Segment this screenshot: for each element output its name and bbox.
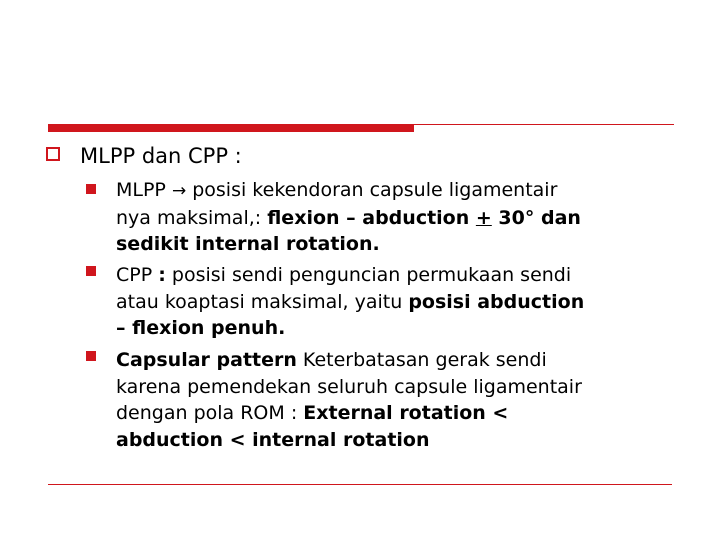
bold-text: 30° dan xyxy=(491,206,581,229)
header-rule-thick xyxy=(48,124,414,132)
square-bullet-icon xyxy=(86,351,96,361)
list-item xyxy=(116,347,706,453)
text: CPP xyxy=(116,264,159,286)
text: posisi kekendoran capsule ligamentair xyxy=(186,179,558,201)
text-line: abduction < internal rotation xyxy=(116,428,430,451)
text-line: karena pemendekan seluruh capsule ligamentair xyxy=(116,375,582,398)
bold-text: posisi abduction xyxy=(408,290,585,313)
bold-text: flexion – abduction xyxy=(267,206,476,229)
text-line xyxy=(116,262,706,289)
list-item xyxy=(116,262,706,342)
hollow-square-bullet-icon xyxy=(46,147,60,161)
header-rule-thin xyxy=(414,124,674,125)
text-line: sedikit internal rotation. xyxy=(116,233,380,255)
arrow-right-icon: → xyxy=(171,181,187,201)
list-item xyxy=(116,177,706,258)
footer-rule xyxy=(48,484,672,485)
text-line xyxy=(116,205,706,232)
text: dengan pola ROM : xyxy=(116,402,304,424)
bold-text: Capsular pattern xyxy=(116,349,297,371)
plus-minus-symbol: + xyxy=(475,206,492,229)
slide-title: MLPP dan CPP : xyxy=(80,144,242,168)
text: posisi sendi penguncian permukaan sendi xyxy=(165,264,572,286)
text: nya maksimal,: xyxy=(116,206,268,229)
square-bullet-icon xyxy=(86,266,96,276)
text-line xyxy=(116,400,706,427)
text-line xyxy=(116,177,706,205)
text-line xyxy=(116,289,706,316)
text-line xyxy=(116,347,706,374)
text: atau koaptasi maksimal, yaitu xyxy=(116,290,409,313)
square-bullet-icon xyxy=(86,184,96,194)
text-line: – flexion penuh. xyxy=(116,317,286,339)
bold-text: : xyxy=(158,264,166,286)
text: Keterbatasan gerak sendi xyxy=(296,349,547,371)
bold-text: External rotation < xyxy=(303,402,509,424)
text: MLPP xyxy=(116,179,172,201)
